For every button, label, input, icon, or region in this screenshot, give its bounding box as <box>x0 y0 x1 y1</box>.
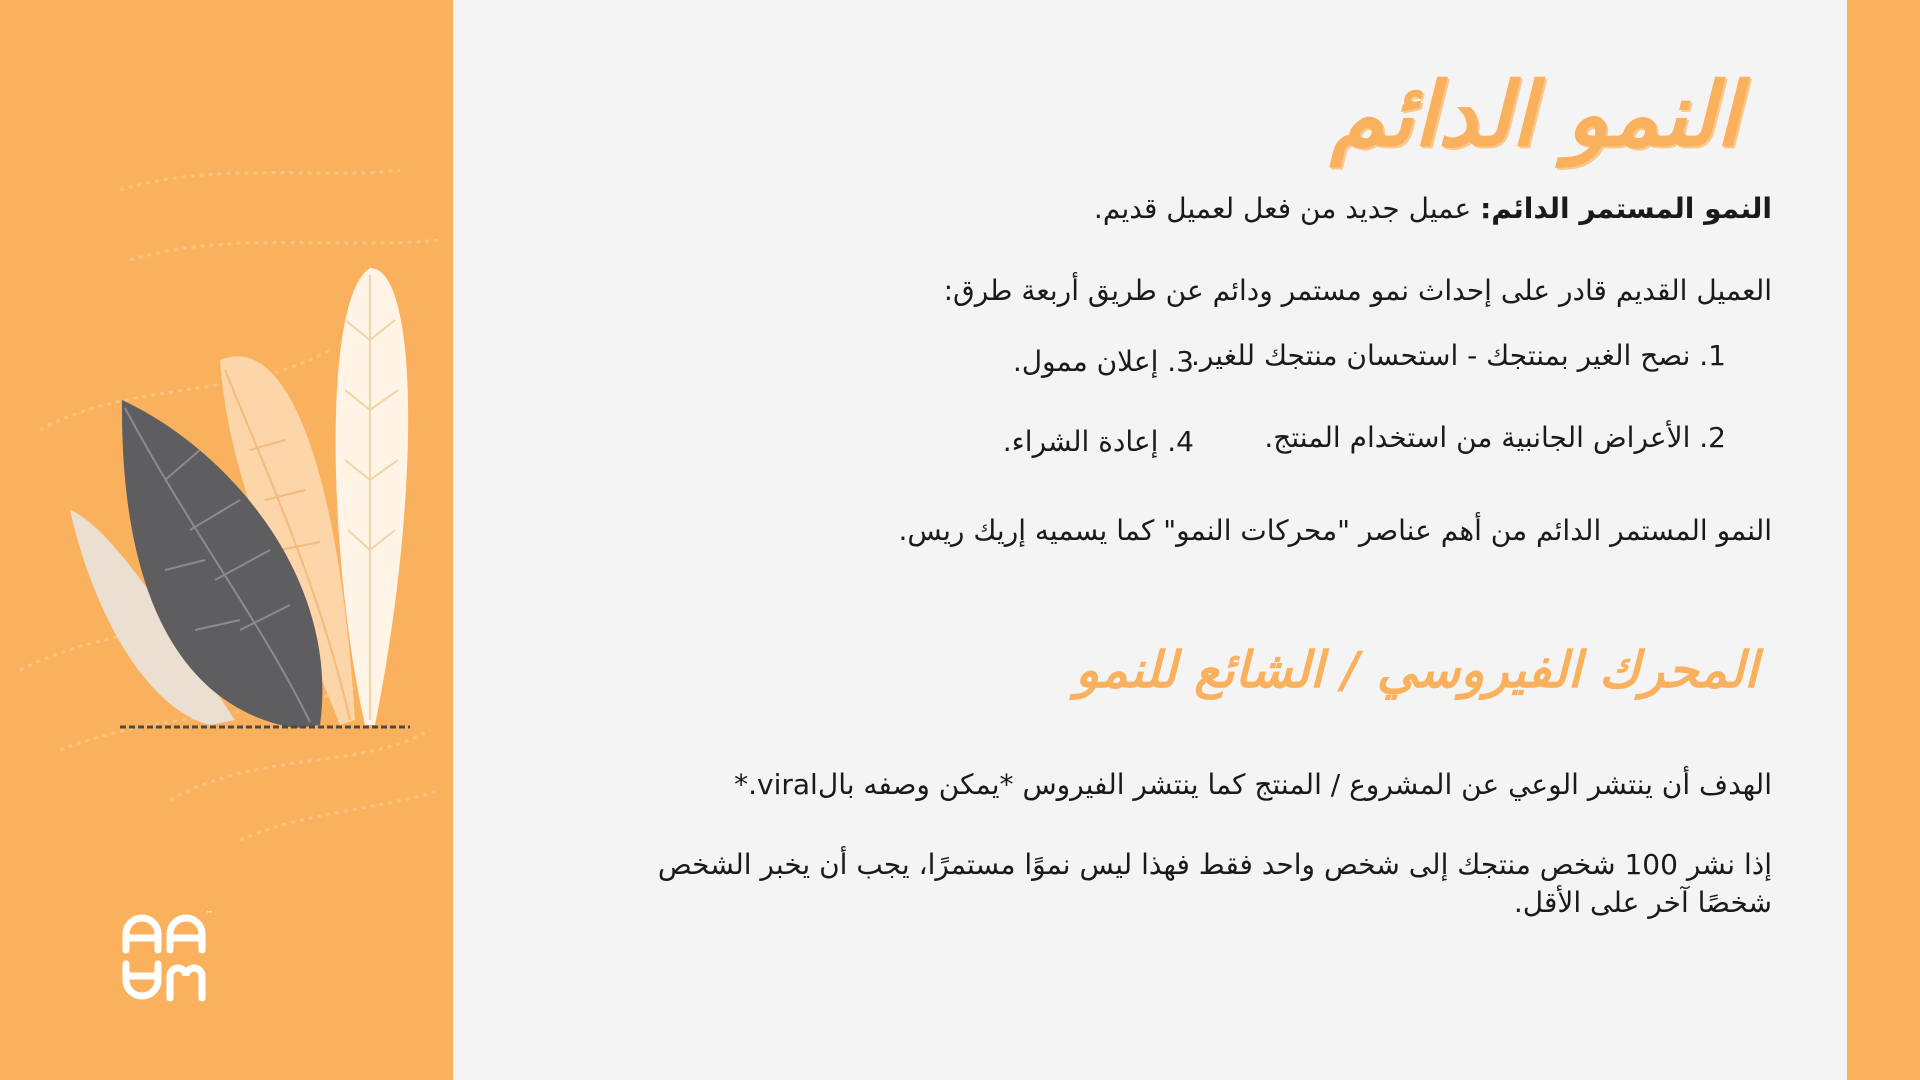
brand-logo <box>118 908 218 1008</box>
plant-leaves-illustration <box>0 150 453 870</box>
viral-example-text: إذا نشر 100 شخص منتجك إلى شخص واحد فقط فهذا ليس نموًا مستمرًا، يجب أن يخبر الشخص شخصًا آخر على الأقل. <box>657 848 1772 919</box>
way-item-3: 3. إعلان ممول. <box>1012 345 1194 378</box>
definition-text: عميل جديد من فعل لعميل قديم. <box>1093 192 1481 225</box>
section-title: المحرك الفيروسي / الشائع للنمو <box>1075 640 1758 699</box>
slide-content <box>453 0 1847 1080</box>
left-decor-panel <box>0 0 453 1080</box>
intro-text: العميل القديم قادر على إحداث نمو مستمر ودائم عن طريق أربعة طرق: <box>943 274 1772 307</box>
right-accent-strip <box>1847 0 1920 1080</box>
way-item-4: 4. إعادة الشراء. <box>1002 425 1194 458</box>
definition-line <box>1094 190 1772 228</box>
slide-title: النمو الدائم <box>1330 62 1740 166</box>
definition-label: النمو المستمر الدائم: <box>1480 192 1772 225</box>
svg-text:™: ™ <box>206 910 213 918</box>
growth-engines-text: النمو المستمر الدائم من أهم عناصر "محركات النمو" كما يسميه إريك ريس. <box>898 514 1772 547</box>
way-item-1: 1. نصح الغير بمنتجك - استحسان منتجك للغير. <box>1190 339 1726 372</box>
viral-goal-text: الهدف أن ينتشر الوعي عن المشروع / المنتج كما ينتشر الفيروس *يمكن وصفه بالviral.* <box>734 768 1772 801</box>
way-item-2: 2. الأعراض الجانبية من استخدام المنتج. <box>1264 421 1726 454</box>
